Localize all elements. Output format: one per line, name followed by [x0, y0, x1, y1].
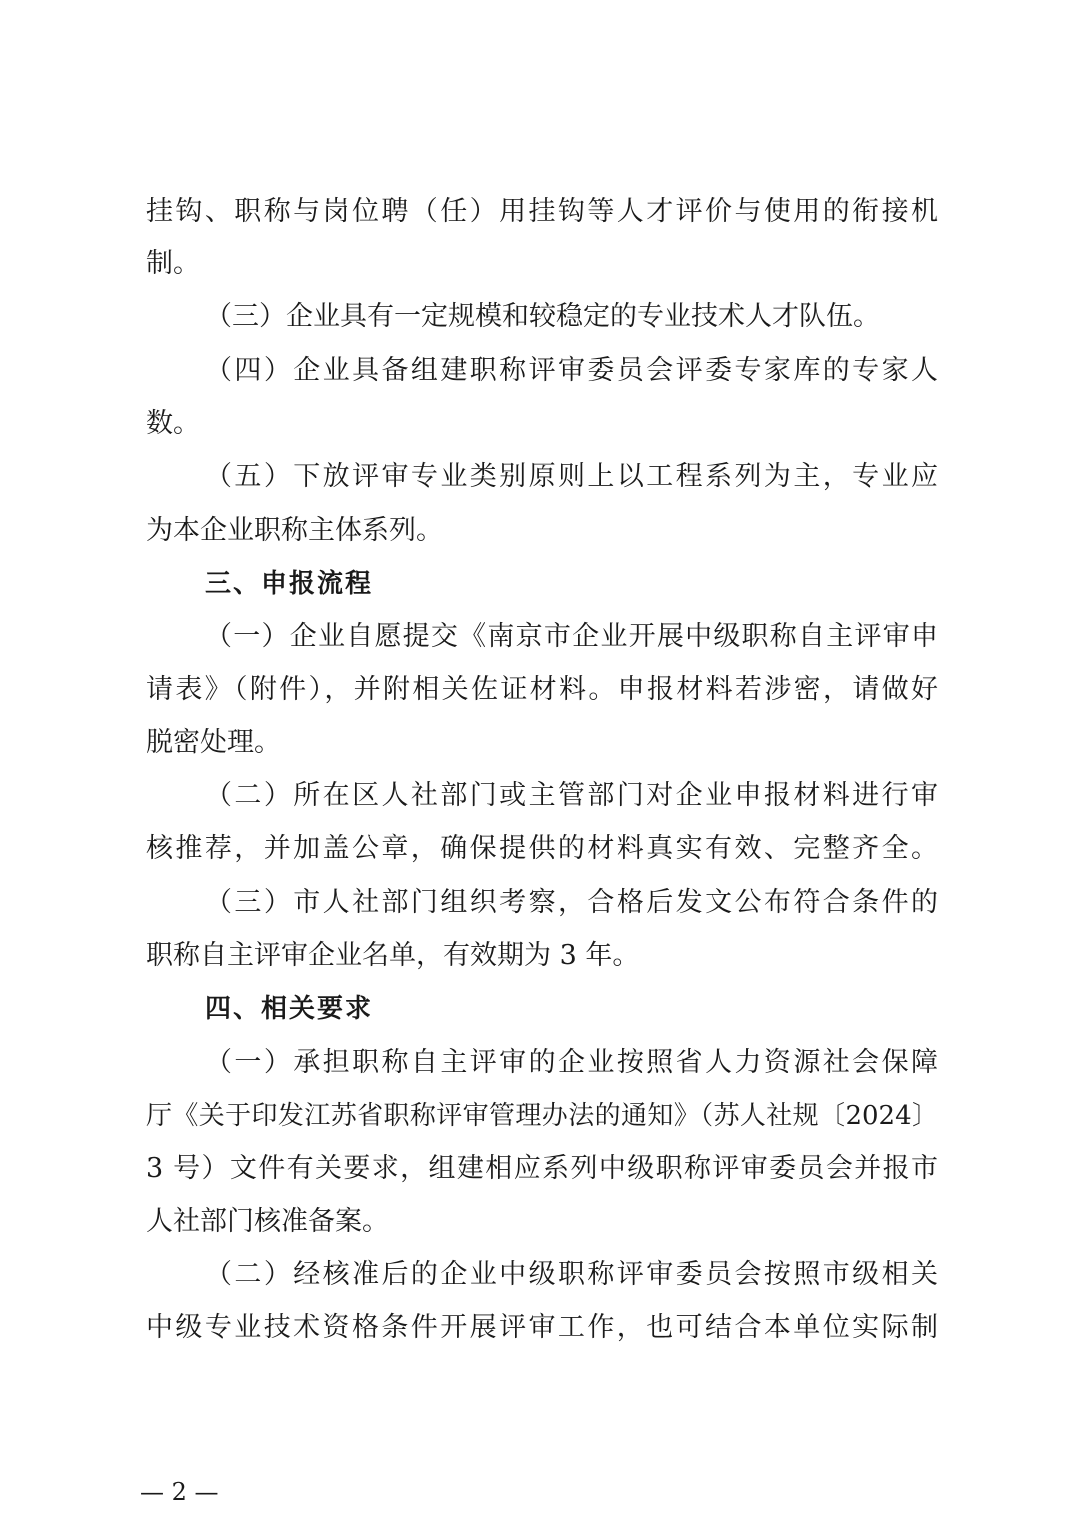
- body-text-line: 职称自主评审企业名单，有效期为 3 年。: [146, 940, 640, 971]
- section-heading-4: 四、相关要求: [205, 994, 374, 1024]
- body-text-line: 3 号）文件有关要求，组建相应系列中级职称评审委员会并报市: [146, 1153, 938, 1184]
- body-text-line: 为本企业职称主体系列。: [146, 515, 443, 546]
- body-text-line: 挂钩、职称与岗位聘（任）用挂钩等人才评价与使用的衔接机: [146, 196, 938, 227]
- paragraph-item-2b: （二）经核准后的企业中级职称评审委员会按照市级相关: [205, 1259, 938, 1290]
- body-text-line: 制。: [146, 248, 200, 279]
- body-text-line: 请表》（附件），并附相关佐证材料。申报材料若涉密，请做好: [146, 674, 938, 705]
- body-text-line: 厅《关于印发江苏省职称评审管理办法的通知》（苏人社规〔2024〕: [146, 1101, 938, 1131]
- body-text-line: 核推荐，并加盖公章，确保提供的材料真实有效、完整齐全。: [146, 833, 938, 864]
- body-text-line: 脱密处理。: [146, 727, 281, 758]
- page-number: — 2 —: [140, 1478, 219, 1506]
- paragraph-item-4: （四）企业具备组建职称评审委员会评委专家库的专家人: [205, 355, 938, 386]
- paragraph-item-2: （二）所在区人社部门或主管部门对企业申报材料进行审: [205, 780, 938, 811]
- body-text-line: 数。: [146, 408, 200, 439]
- paragraph-item-5: （五）下放评审专业类别原则上以工程系列为主，专业应: [205, 461, 938, 492]
- section-heading-3: 三、申报流程: [205, 569, 374, 599]
- paragraph-item-3b: （三）市人社部门组织考察，合格后发文公布符合条件的: [205, 887, 938, 918]
- paragraph-item-3: （三）企业具有一定规模和较稳定的专业技术人才队伍。: [205, 301, 880, 332]
- paragraph-item-1b: （一）承担职称自主评审的企业按照省人力资源社会保障: [205, 1047, 938, 1078]
- body-text-line: 中级专业技术资格条件开展评审工作，也可结合本单位实际制: [146, 1312, 938, 1343]
- paragraph-item-1: （一）企业自愿提交《南京市企业开展中级职称自主评审申: [205, 621, 938, 652]
- body-text-line: 人社部门核准备案。: [146, 1206, 389, 1237]
